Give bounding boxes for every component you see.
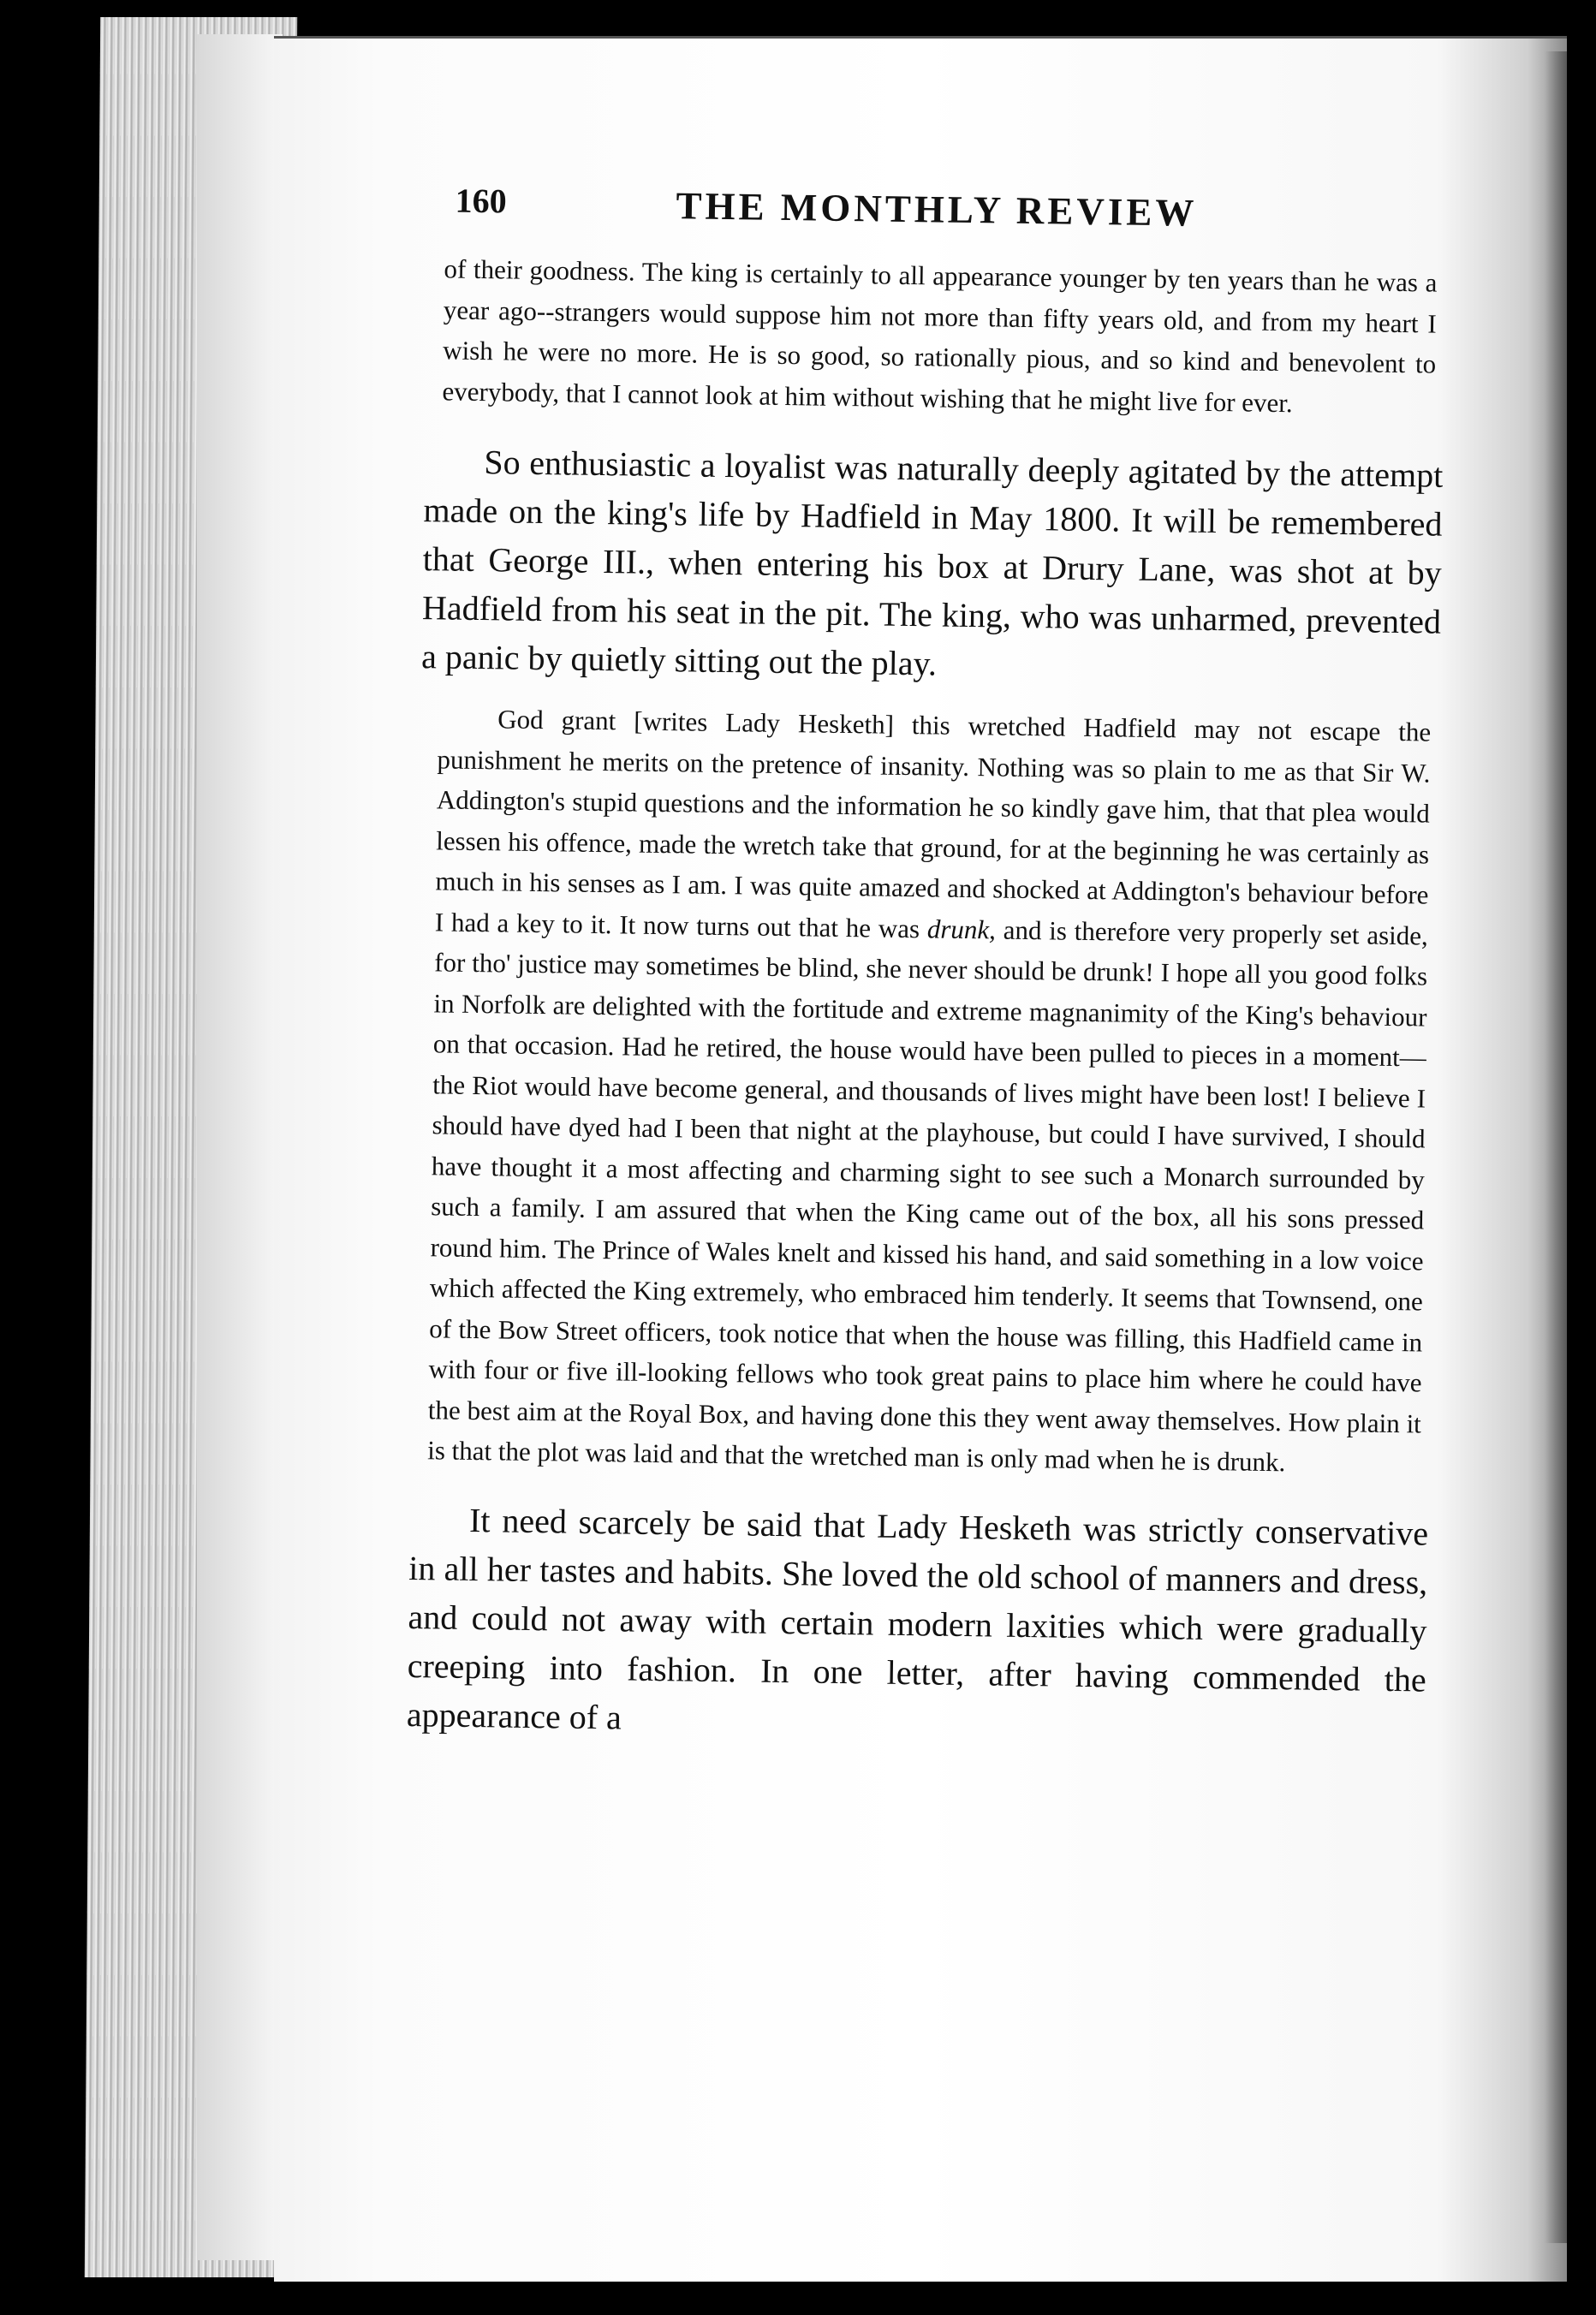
body-paragraph-2: It need scarcely be said that Lady Hesketh was strictly conservative in all her tastes and habits. She loved the old school of manners and dress, and could not away with certain modern laxities which were gradually creeping into fashion. In one letter, after having commended the appearance of a xyxy=(406,1500,1429,1736)
quote-paragraph-2 xyxy=(427,698,1431,1485)
page-content xyxy=(398,180,1473,1753)
body-paragraph-1: So enthusiastic a loyalist was naturally deeply agitated by the attempt made on the king's life by Hadfield in May 1800. It will be remembered that George III., when entering his box at Drury Lane, was shot at by Hadfield from his seat in the pit. The king, who was unharmed, prevented a panic by quietly sitting out the play. xyxy=(420,443,1444,683)
quote-text-start: God grant [writes Lady Hesketh] this wretched Hadfield may not escape the punishment he merits on the pretence of insanity. Nothing was so plain to me as that Sir W. Addington's stupid questions and the information he so kindly gave him, that that plea would lessen his offence, made the wretch take that ground, for at the beginning he was certainly as much in his senses as I am. I was quite amazed and shocked at Addington's behaviour before I had a key to it. It now turns out that he was xyxy=(434,704,1432,943)
page-shadow xyxy=(1545,51,1596,2243)
page-gutter xyxy=(197,34,283,2260)
quote-italic-word: drunk, xyxy=(926,913,997,944)
running-head: THE MONTHLY REVIEW xyxy=(676,184,1198,235)
quote-text-end: and is therefore very properly set aside, for tho' justice may sometimes be blind, she never should be drunk! I hope all you good folks in Norfolk are delighted with the fortitude and extreme magnanimity of the King's behaviour on that occasion. Had he retired, the house would have been pulled to pieces in a moment—the Riot would have become general, and thousands of lives might have been lost! I believe I should have dyed had I been that night at the playhouse, but could I have survived, I should have thought it a most affecting and charming sight to see such a Monarch surrounded by such a family. I am assured that when the King came out of the box, all his sons pressed round him. The Prince of Wales knelt and kissed his hand, and said something in a low voice which affected the King extremely, who embraced him tenderly. It seems that Townsend, one of the Bow Street officers, took notice that when the house was filling, this Hadfield came in with four or five ill-looking fellows who took great pains to place him where he could have the best aim at the Royal Box, and having done this they went away themselves. How plain it is that the plot was laid and that the wretched man is only mad when he is drunk. xyxy=(427,914,1429,1478)
page-number: 160 xyxy=(455,181,507,221)
quote-paragraph-1: of their goodness. The king is certainly to all appearance younger by ten years than he was a year ago--strangers would suppose him not more than fifty years old, and from my heart I wish he were no more. He is so good, so rationally pious, and so kind and benevolent to everybody, that I cannot look at him without wishing that he might live for ever. xyxy=(442,253,1438,418)
